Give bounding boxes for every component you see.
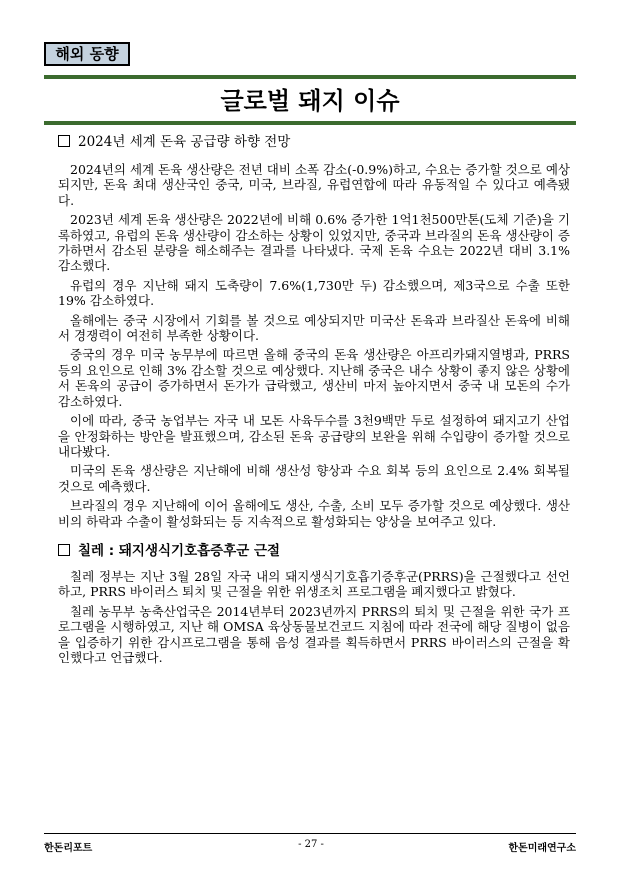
checkbox-bullet-icon — [58, 135, 70, 147]
title-rule-bottom — [44, 121, 576, 125]
paragraph: 2023년 세계 돈육 생산량은 2022년에 비해 0.6% 증가한 1억1천500만톤(도체 기준)을 기록하였고, 유럽의 돈육 생산량이 감소하는 상황이 있었지만, 중국과 브라질의 돈육 생산량이 증가하면서 감소된 분량을 해소해주는 결과를 나타냈다. 국제 돈육 수요는 2022년 대비 3.1% 감소했다. — [58, 212, 570, 274]
paragraph: 2024년의 세계 돈육 생산량은 전년 대비 소폭 감소(-0.9%)하고, 수요는 증가할 것으로 예상되지만, 돈육 최대 생산국인 중국, 미국, 브라질, 유럽연합에 따라 유동적일 수 있다고 예측됐다. — [58, 162, 570, 208]
paragraph: 중국의 경우 미국 농무부에 따르면 올해 중국의 돈육 생산량은 아프리카돼지열병과, PRRS 등의 요인으로 인해 3% 감소할 것으로 예상했다. 지난해 중국은 내수 상황이 좋지 않은 상황에서 돈육의 공급이 증가하면서 돈가가 급락했고, 생산비 마저 높아지면서 중국 내 모돈의 수가 감소하였다. — [58, 347, 570, 409]
paragraph: 미국의 돈육 생산량은 지난해에 비해 생산성 향상과 수요 회복 등의 요인으로 2.4% 회복될 것으로 예측했다. — [58, 463, 570, 494]
footer-divider — [44, 833, 576, 834]
page-number: - 27 - — [298, 839, 324, 850]
footer-publication: 한돈리포트 — [44, 843, 93, 854]
article-body — [58, 132, 570, 669]
paragraph: 칠레 농무부 농축산업국은 2014년부터 2023년까지 PRRS의 퇴치 및 근절을 위한 국가 프로그램을 시행하였고, 지난 해 OMSA 육상동물보건코드 지침에 따라 전국에 해당 질병이 없음을 입증하기 위한 감시프로그램을 통해 음성 결과를 획득하면서 PRRS 바이러스의 근절을 확인했다고 언급했다. — [58, 603, 570, 665]
paragraph: 브라질의 경우 지난해에 이어 올해에도 생산, 수출, 소비 모두 증가할 것으로 예상했다. 생산비의 하락과 수출이 활성화되는 등 지속적으로 활성화되는 양상을 보여주고 있다. — [58, 498, 570, 529]
checkbox-bullet-icon — [58, 544, 70, 556]
paragraph: 칠레 정부는 지난 3월 28일 자국 내의 돼지생식기호흡기증후군(PRRS)을 근절했다고 선언하고, PRRS 바이러스 퇴치 및 근절을 위한 위생조치 프로그램을 폐지했다고 밝혔다. — [58, 568, 570, 600]
paragraph: 유럽의 경우 지난해 돼지 도축량이 7.6%(1,730만 두) 감소했으며, 제3국으로 수출 또한 19% 감소하였다. — [58, 277, 570, 309]
section-heading-text: 2024년 세계 돈육 공급량 하향 전망 — [78, 134, 291, 150]
section-tag: 해외 동향 — [44, 42, 130, 66]
section-heading-text: 칠레 : 돼지생식기호흡증후군 근절 — [78, 542, 281, 559]
paragraph: 올해에는 중국 시장에서 기회를 볼 것으로 예상되지만 미국산 돈육과 브라질산 돈육에 비해서 경쟁력이 여전히 부족한 상황이다. — [58, 312, 570, 344]
paragraph: 이에 따라, 중국 농업부는 자국 내 모돈 사육두수를 3천9백만 두로 설정하여 돼지고기 산업을 안정화하는 방안을 발표했으며, 감소된 돈육 공급량의 보완을 위해 수입량이 증가할 것으로 내다봤다. — [58, 413, 570, 459]
title-rule-top — [44, 75, 576, 79]
page-title: 글로벌 돼지 이슈 — [220, 87, 400, 115]
section-heading-chile-prrs — [58, 541, 570, 561]
footer-institute: 한돈미래연구소 — [508, 843, 576, 854]
section-heading-pork-supply — [58, 132, 570, 152]
